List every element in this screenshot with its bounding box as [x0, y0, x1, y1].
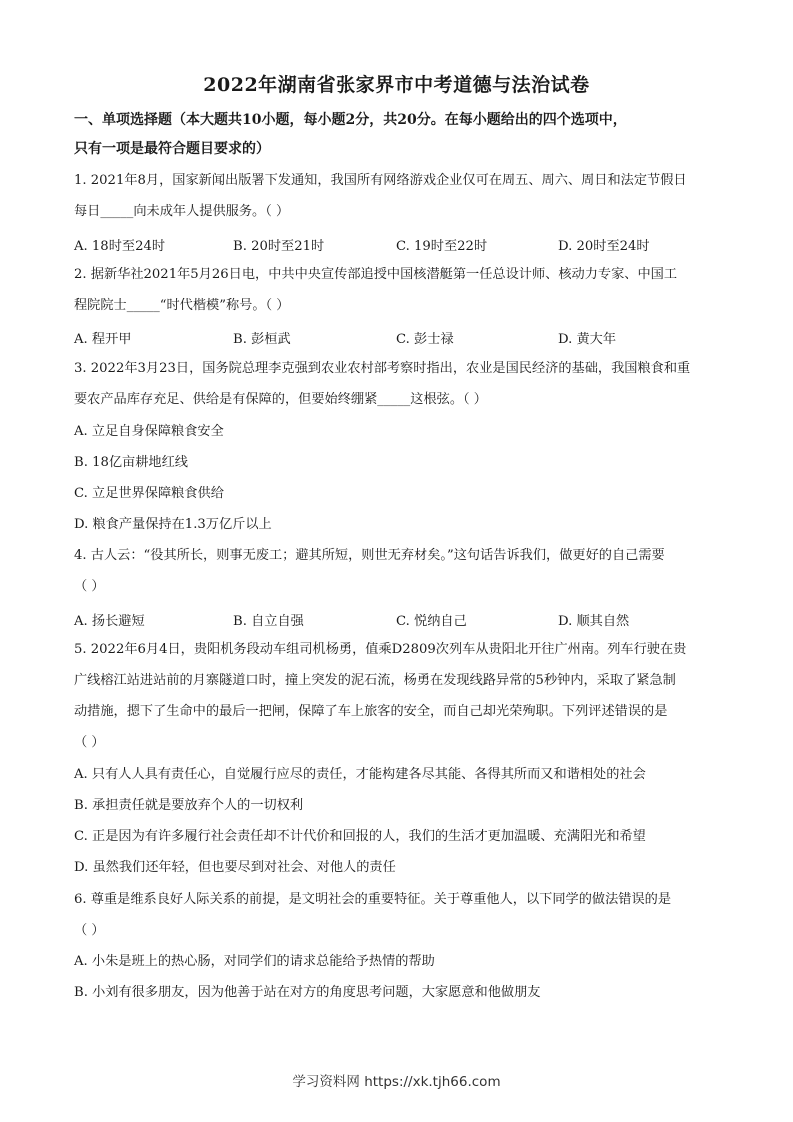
question-3-option-c: C. 立足世界保障粮食供给 [74, 486, 224, 501]
question-3-stem-line-1: 3. 2022年3月23日，国务院总理李克强到农业农村部考察时指出，农业是国民经济的基础，我国粮食和重 [74, 361, 691, 376]
question-4-option-b: B. 自立自强 [233, 614, 304, 629]
question-2-option-c: C. 彭士禄 [396, 332, 454, 347]
question-1-stem-line-2: 每日_____向未成年人提供服务。（ ） [74, 204, 290, 219]
question-5-stem-line-2: 广线榕江站进站前的月寨隧道口时，撞上突发的泥石流，杨勇在发现线路异常的5秒钟内，采取了紧急制 [74, 673, 676, 688]
page-title: 2022年湖南省张家界市中考道德与法治试卷 [203, 74, 590, 96]
question-4-stem-line-1: 4. 古人云：“役其所长，则事无废工；避其所短，则世无弃材矣。”这句话告诉我们，做更好的自己需要 [74, 548, 665, 563]
question-3-option-b: B. 18亿亩耕地红线 [74, 455, 188, 470]
question-5-option-c: C. 正是因为有许多履行社会责任却不计代价和回报的人，我们的生活才更加温暖、充满阳光和希望 [74, 829, 646, 844]
question-5-stem-line-4: （ ） [74, 735, 105, 750]
question-5-option-a: A. 只有人人具有责任心，自觉履行应尽的责任，才能构建各尽其能、各得其所而又和谐相处的社会 [74, 767, 646, 782]
question-5-stem-line-1: 5. 2022年6月4日，贵阳机务段动车组司机杨勇，值乘D2809次列车从贵阳北开往广州南。列车行驶在贵 [74, 642, 687, 657]
question-4-option-d: D. 顺其自然 [558, 614, 630, 629]
question-2-option-d: D. 黄大年 [558, 332, 617, 347]
question-2-option-b: B. 彭桓武 [233, 332, 291, 347]
question-4-option-a: A. 扬长避短 [74, 614, 145, 629]
question-6-option-a: A. 小朱是班上的热心肠，对同学们的请求总能给予热情的帮助 [74, 954, 435, 969]
section-heading-line-1: 一、单项选择题（本大题共10小题，每小题2分，共20分。在每小题给出的四个选项中， [74, 112, 627, 128]
question-5-option-b: B. 承担责任就是要放弃个人的一切权利 [74, 798, 304, 813]
footer-watermark: 学习资料网 https://xk.tjh66.com [292, 1074, 501, 1090]
question-1-stem-line-1: 1. 2021年8月，国家新闻出版署下发通知，我国所有网络游戏企业仅可在周五、周六、周日和法定节假日 [74, 173, 687, 188]
question-6-option-b: B. 小刘有很多朋友，因为他善于站在对方的角度思考问题，大家愿意和他做朋友 [74, 985, 541, 1000]
question-1-option-b: B. 20时至21时 [233, 239, 325, 254]
question-3-stem-line-2: 要农产品库存充足、供给是有保障的，但要始终绷紧_____这根弦。（ ） [74, 392, 487, 407]
question-6-stem-line-2: （ ） [74, 923, 105, 938]
question-5-option-d: D. 虽然我们还年轻，但也要尽到对社会、对他人的责任 [74, 860, 396, 875]
question-2-option-a: A. 程开甲 [74, 332, 132, 347]
question-2-stem-line-1: 2. 据新华社2021年5月26日电，中共中央宣传部追授中国核潜艇第一任总设计师、核动力专家、中国工 [74, 267, 678, 282]
question-3-option-d: D. 粮食产量保持在1.3万亿斤以上 [74, 517, 272, 532]
question-1-option-d: D. 20时至24时 [558, 239, 650, 254]
question-3-option-a: A. 立足自身保障粮食安全 [74, 424, 224, 439]
section-heading-line-2: 只有一项是最符合题目要求的） [74, 141, 270, 157]
question-4-stem-line-2: （ ） [74, 579, 105, 594]
question-4-option-c: C. 悦纳自己 [396, 614, 467, 629]
question-1-option-c: C. 19时至22时 [396, 239, 488, 254]
question-6-stem-line-1: 6. 尊重是维系良好人际关系的前提，是文明社会的重要特征。关于尊重他人，以下同学的做法错误的是 [74, 892, 672, 907]
question-2-stem-line-2: 程院院士_____“时代楷模”称号。（ ） [74, 298, 290, 313]
question-1-option-a: A. 18时至24时 [74, 239, 166, 254]
question-5-stem-line-3: 动措施，摁下了生命中的最后一把闸，保障了车上旅客的安全，而自己却光荣殉职。下列评述错误的是 [74, 704, 668, 719]
